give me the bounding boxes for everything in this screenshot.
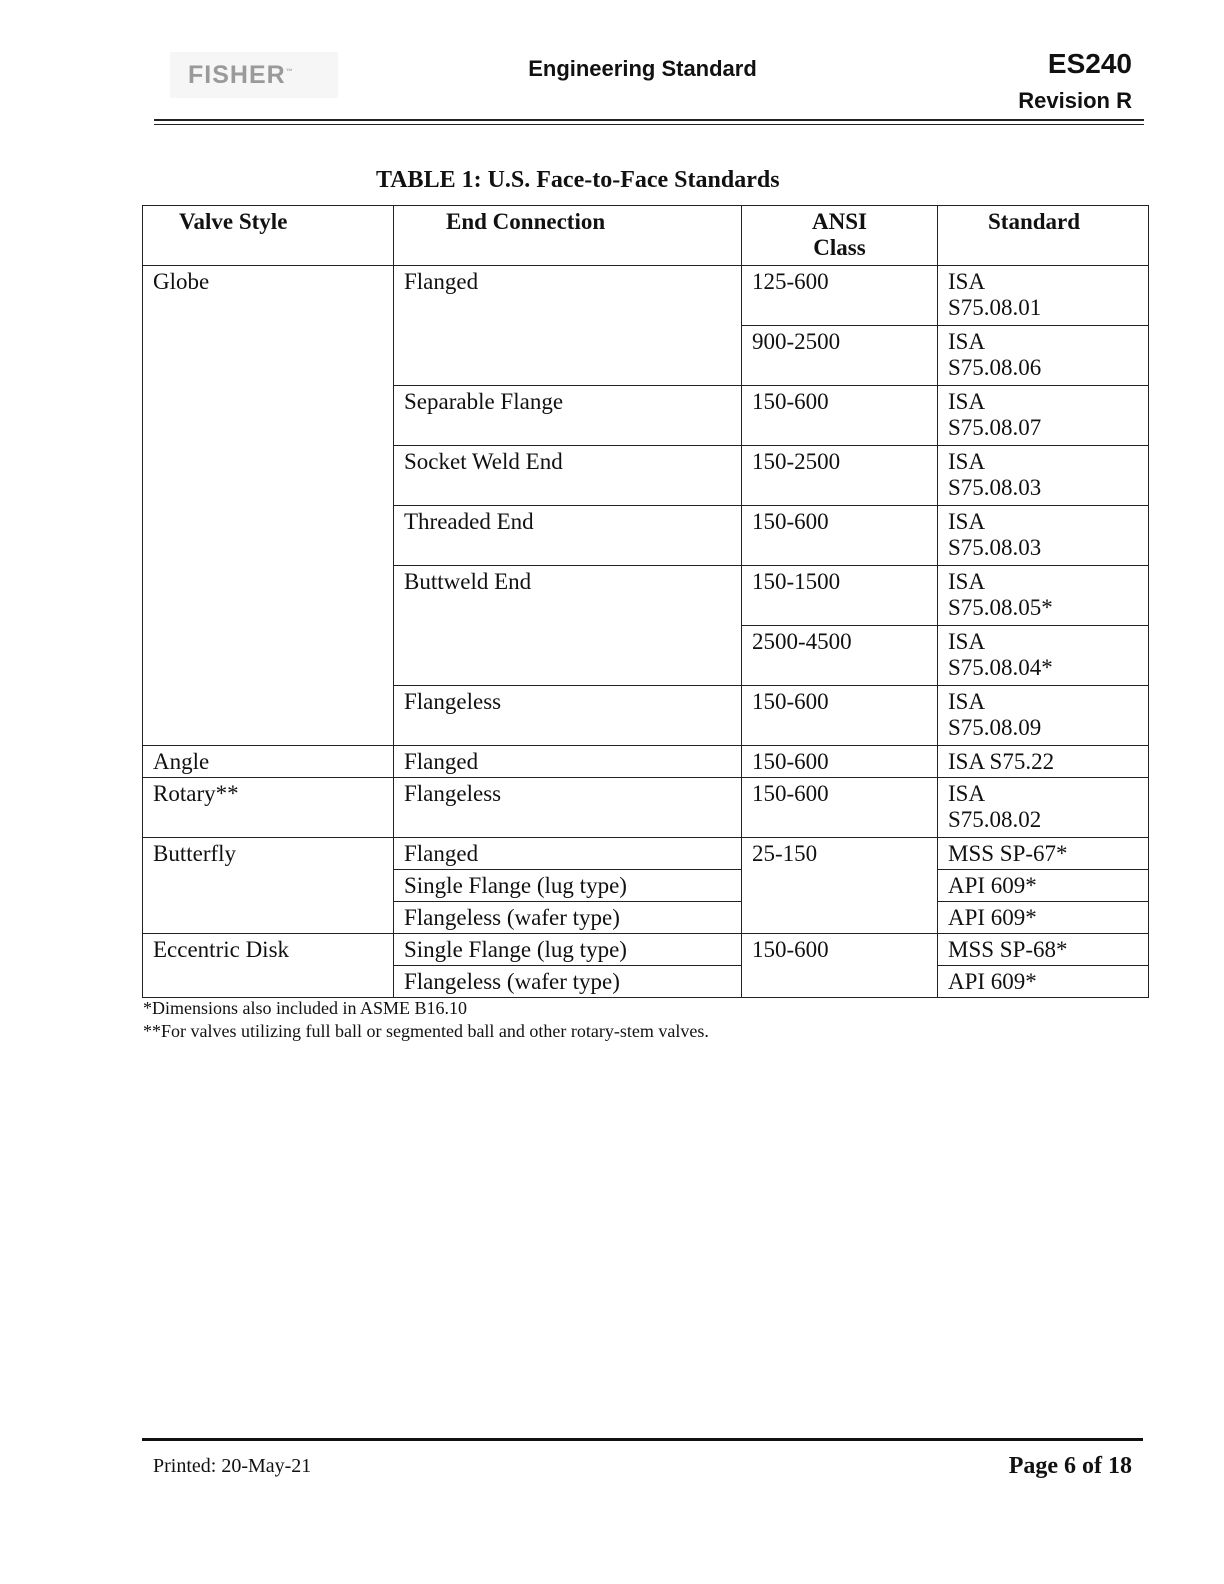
cell-ansi: 25-150 (742, 838, 938, 934)
cell-end-connection: Socket Weld End (394, 446, 742, 506)
cell-valve-style: Globe (143, 266, 394, 746)
cell-standard: MSS SP-68* (938, 934, 1149, 966)
cell-standard: ISA S75.08.03 (938, 506, 1149, 566)
face-to-face-table (142, 205, 1149, 998)
cell-standard: ISA S75.08.03 (938, 446, 1149, 506)
cell-end-connection: Single Flange (lug type) (394, 870, 742, 902)
table-row (143, 746, 1149, 778)
header-standard: Standard (938, 206, 1149, 266)
cell-end-connection: Flangeless (wafer type) (394, 902, 742, 934)
cell-end-connection: Threaded End (394, 506, 742, 566)
cell-standard: ISA S75.22 (938, 746, 1149, 778)
header-rule (154, 119, 1144, 121)
cell-ansi: 150-600 (742, 686, 938, 746)
cell-standard: API 609* (938, 902, 1149, 934)
footnote-asme: *Dimensions also included in ASME B16.10 (143, 998, 467, 1018)
printed-date: Printed: 20-May-21 (153, 1455, 312, 1477)
cell-end-connection: Flangeless (394, 686, 742, 746)
cell-ansi: 150-600 (742, 386, 938, 446)
table-row (143, 934, 1149, 966)
cell-end-connection: Single Flange (lug type) (394, 934, 742, 966)
cell-valve-style: Eccentric Disk (143, 934, 394, 998)
cell-standard: ISA S75.08.05* (938, 566, 1149, 626)
cell-ansi: 125-600 (742, 266, 938, 326)
table-caption: TABLE 1: U.S. Face-to-Face Standards (376, 167, 780, 193)
cell-standard: API 609* (938, 870, 1149, 902)
table-row (143, 266, 1149, 326)
cell-ansi: 2500-4500 (742, 626, 938, 686)
cell-valve-style: Butterfly (143, 838, 394, 934)
cell-standard: MSS SP-67* (938, 838, 1149, 870)
cell-ansi: 150-600 (742, 778, 938, 838)
header-end-connection: End Connection (394, 206, 742, 266)
cell-end-connection: Separable Flange (394, 386, 742, 446)
header-valve-style: Valve Style (143, 206, 394, 266)
cell-valve-style: Angle (143, 746, 394, 778)
cell-standard: ISA S75.08.07 (938, 386, 1149, 446)
revision-label: Revision R (1018, 88, 1132, 113)
cell-end-connection: Flanged (394, 266, 742, 386)
cell-standard: ISA S75.08.09 (938, 686, 1149, 746)
cell-end-connection: Flangeless (394, 778, 742, 838)
cell-end-connection: Flanged (394, 838, 742, 870)
page-number: Page 6 of 18 (1008, 1453, 1132, 1479)
fisher-logo (170, 52, 338, 98)
cell-standard: ISA S75.08.01 (938, 266, 1149, 326)
table-header-row (143, 206, 1149, 266)
cell-standard: ISA S75.08.06 (938, 326, 1149, 386)
cell-ansi: 150-600 (742, 934, 938, 998)
cell-ansi: 150-600 (742, 506, 938, 566)
header-title: Engineering Standard (528, 56, 757, 81)
logo-text: FISHER™ (188, 60, 294, 89)
header-ansi-class: ANSI Class (742, 206, 938, 266)
cell-valve-style: Rotary** (143, 778, 394, 838)
table-row (143, 838, 1149, 870)
cell-standard: API 609* (938, 966, 1149, 998)
cell-standard: ISA S75.08.02 (938, 778, 1149, 838)
cell-standard: ISA S75.08.04* (938, 626, 1149, 686)
cell-end-connection: Flangeless (wafer type) (394, 966, 742, 998)
header-rule-thin (154, 124, 1144, 125)
cell-ansi: 150-2500 (742, 446, 938, 506)
table-row (143, 778, 1149, 838)
cell-end-connection: Buttweld End (394, 566, 742, 686)
cell-ansi: 150-1500 (742, 566, 938, 626)
cell-ansi: 150-600 (742, 746, 938, 778)
cell-ansi: 900-2500 (742, 326, 938, 386)
footer-rule (142, 1438, 1143, 1441)
cell-end-connection: Flanged (394, 746, 742, 778)
document-id: ES240 (1047, 48, 1132, 79)
footnote-rotary: **For valves utilizing full ball or segmented ball and other rotary-stem valves. (143, 1021, 709, 1041)
